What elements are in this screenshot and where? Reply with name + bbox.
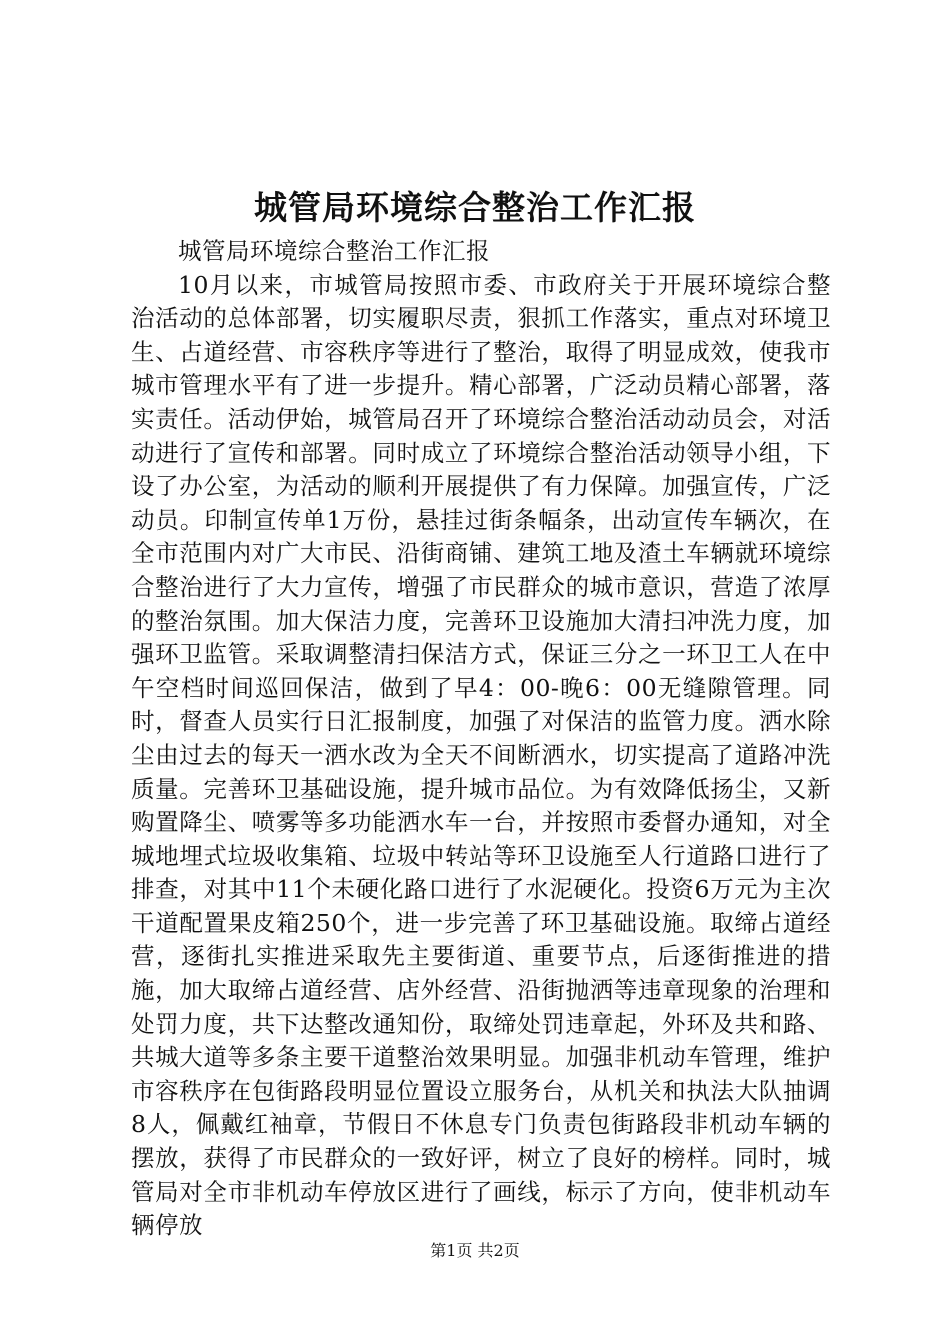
document-title: 城管局环境综合整治工作汇报: [254, 188, 696, 227]
document-subtitle: 城管局环境综合整治工作汇报: [178, 237, 490, 265]
document-body: [131, 235, 831, 1243]
body-paragraph: 10月以来，市城管局按照市委、市政府关于开展环境综合整治活动的总体部署，切实履职尽责，狠抓工作落实，重点对环境卫生、占道经营、市容秩序等进行了整治，取得了明显成效，使我市城市管理水平有了进一步提升。精心部署，广泛动员精心部署，落实责任。活动伊始，城管局召开了环境综合整治活动动员会，对活动进行了宣传和部署。同时成立了环境综合整治活动领导小组，下设了办公室，为活动的顺利开展提供了有力保障。加强宣传，广泛动员。印制宣传单1万份，悬挂过街条幅条，出动宣传车辆次，在全市范围内对广大市民、沿街商铺、建筑工地及渣土车辆就环境综合整治进行了大力宣传，增强了市民群众的城市意识，营造了浓厚的整治氛围。加大保洁力度，完善环卫设施加大清扫冲洗力度，加强环卫监管。采取调整清扫保洁方式，保证三分之一环卫工人在中午空档时间巡回保洁，做到了早4：00-晚6：00无缝隙管理。同时，督查人员实行日汇报制度，加强了对保洁的监管力度。洒水除尘由过去的每天一洒水改为全天不间断洒水，切实提高了道路冲洗质量。完善环卫基础设施，提升城市品位。为有效降低扬尘，又新购置降尘、喷雾等多功能洒水车一台，并按照市委督办通知，对全城地埋式垃圾收集箱、垃圾中转站等环卫设施至人行道路口进行了排查，对其中11个未硬化路口进行了水泥硬化。投资6万元为主次干道配置果皮箱250个，进一步完善了环卫基础设施。取缔占道经营，逐街扎实推进采取先主要街道、重要节点，后逐街推进的措施，加大取缔占道经营、店外经营、沿街抛洒等违章现象的治理和处罚力度，共下达整改通知份，取缔处罚违章起，外环及共和路、共城大道等多条主要干道整治效果明显。加强非机动车管理，维护市容秩序在包街路段明显位置设立服务台，从机关和执法大队抽调8人，佩戴红袖章，节假日不休息专门负责包街路段非机动车辆的摆放，获得了市民群众的一致好评，树立了良好的榜样。同时，城管局对全市非机动车停放区进行了画线，标示了方向，使非机动车辆停放: [131, 270, 831, 1240]
page-number: 第1页 共2页: [430, 1241, 520, 1260]
